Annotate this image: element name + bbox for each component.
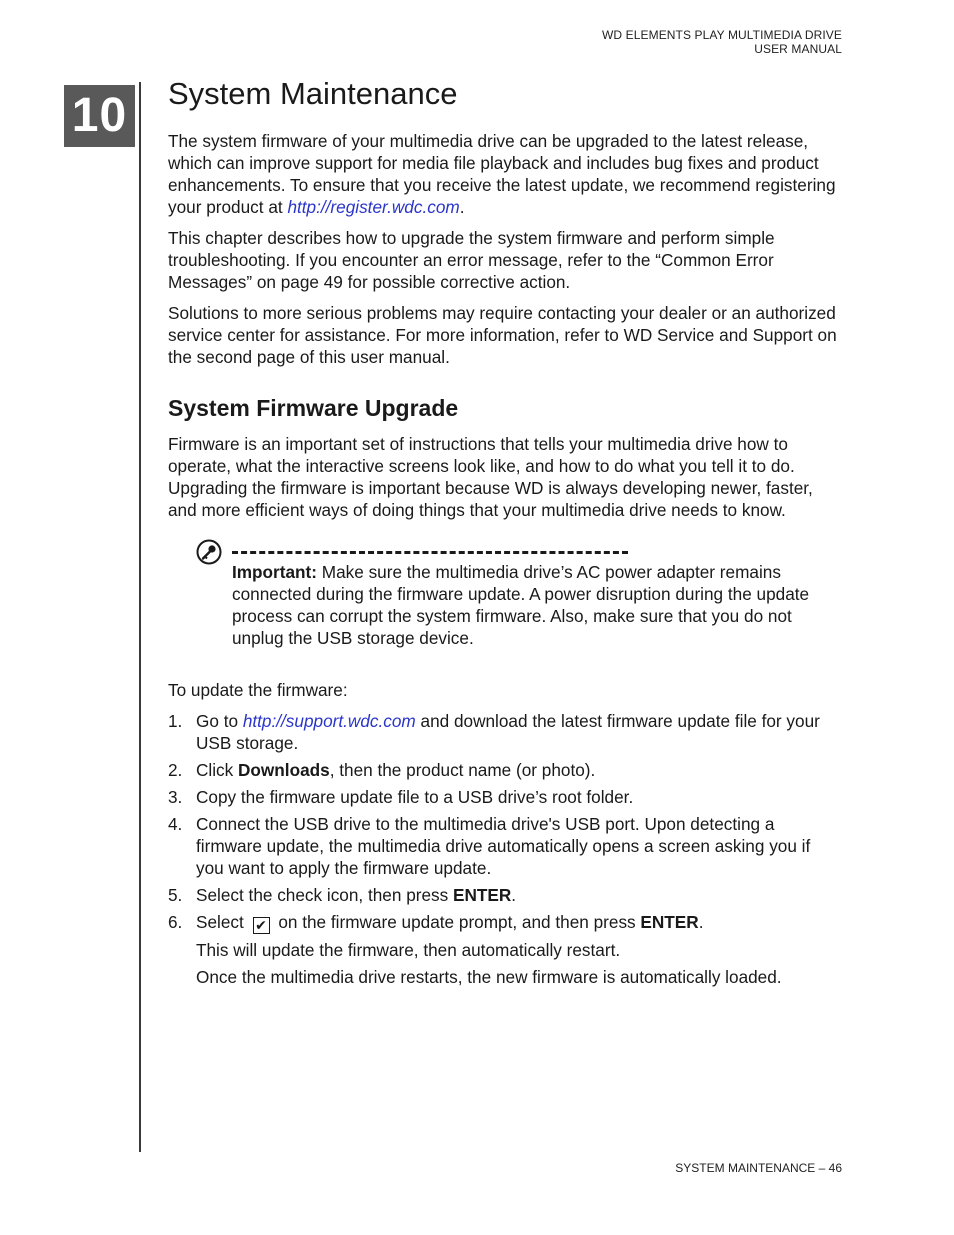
enter-label: ENTER (453, 885, 512, 905)
step-1 (168, 710, 840, 754)
step-5 (168, 884, 840, 906)
page-footer (675, 1161, 842, 1175)
step-5-text-b: . (511, 885, 517, 905)
step-1-text-a: Go to (196, 711, 243, 731)
page-header (602, 28, 842, 56)
footer-section: SYSTEM MAINTENANCE (675, 1161, 816, 1175)
chapter-number-box (64, 85, 135, 147)
step-number: 2. (168, 760, 183, 780)
step-number: 5. (168, 885, 183, 905)
header-product-name: WD ELEMENTS PLAY MULTIMEDIA DRIVE (601, 28, 842, 42)
page-content (168, 72, 840, 993)
note-body: Make sure the multimedia drive’s AC power adapter remains connected during the firmware update. A power disruption during the update process can corrupt the system firmware. Also, make sure that you do not unplug the USB storage device. (232, 562, 810, 648)
step-6-text-a: Select (196, 912, 249, 932)
steps-intro: To update the firmware: (168, 680, 348, 700)
steps-list (168, 710, 840, 934)
step-6-text-b: on the firmware update prompt, and then press (273, 912, 641, 932)
step-3-text: Copy the firmware update file to a USB drive’s root folder. (196, 787, 634, 807)
step-6 (168, 911, 840, 934)
register-link[interactable]: http://register.wdc.com (287, 197, 460, 217)
step-3 (168, 786, 840, 808)
step-2 (168, 759, 840, 781)
step-number: 3. (168, 787, 183, 807)
page-number: 46 (828, 1161, 842, 1175)
chapter-vertical-rule (139, 82, 141, 1152)
section-title: System Firmware Upgrade (168, 395, 459, 421)
step-number: 1. (168, 711, 183, 731)
footer-separator: – (815, 1161, 829, 1175)
support-link[interactable]: http://support.wdc.com (242, 711, 416, 731)
chapter-title: System Maintenance (168, 76, 458, 111)
note-dashed-rule (232, 551, 628, 554)
step-6-result-2: Once the multimedia drive restarts, the new firmware is automatically loaded. (196, 967, 782, 987)
intro-paragraph-1 (168, 130, 840, 218)
step-4 (168, 813, 840, 879)
chapter-number: 10 (71, 89, 128, 142)
important-key-icon (196, 539, 222, 565)
step-number: 4. (168, 814, 183, 834)
step-5-text-a: Select the check icon, then press (196, 885, 453, 905)
section-paragraph-1: Firmware is an important set of instructions that tells your multimedia drive how to operate, what the interactive screens look like, and how to do what you tell it to do. Upgrading the firmware is important because WD is always developing newer, faster, and more efficient ways of doing things that your multimedia drive needs to know. (168, 434, 813, 520)
note-text (232, 561, 840, 649)
enter-label: ENTER (640, 912, 699, 932)
step-6-text-c: . (698, 912, 704, 932)
intro-p1-end: . (459, 197, 465, 217)
step-2-text-b: , then the product name (or photo). (329, 760, 596, 780)
intro-paragraph-2: This chapter describes how to upgrade the system firmware and perform simple troubleshooting. If you encounter an error message, refer to the “Common Error Messages” on page 49 for possible corrective action. (168, 228, 775, 292)
header-manual-label: USER MANUAL (754, 42, 842, 56)
checkmark-icon: ✔ (253, 917, 270, 934)
downloads-label: Downloads (238, 760, 330, 780)
important-note (168, 539, 840, 659)
note-label: Important: (232, 562, 317, 582)
step-1-text-b: and download the latest firmware update file for your USB storage. (196, 711, 820, 753)
step-4-text: Connect the USB drive to the multimedia drive's USB port. Upon detecting a firmware update, the multimedia drive automatically opens a screen asking you if you want to apply the firmware update. (196, 814, 811, 878)
step-number: 6. (168, 912, 183, 932)
step-6-result-1: This will update the firmware, then automatically restart. (196, 940, 621, 960)
step-2-text-a: Click (196, 760, 239, 780)
intro-p1-text: The system firmware of your multimedia drive can be upgraded to the latest release, which can improve support for media file playback and includes bug fixes and product enhancements. To ensure that you receive the latest update, we recommend registering your product at (168, 131, 836, 217)
intro-paragraph-3: Solutions to more serious problems may require contacting your dealer or an authorized service center for assistance. For more information, refer to WD Service and Support on the second page of this user manual. (168, 303, 837, 367)
